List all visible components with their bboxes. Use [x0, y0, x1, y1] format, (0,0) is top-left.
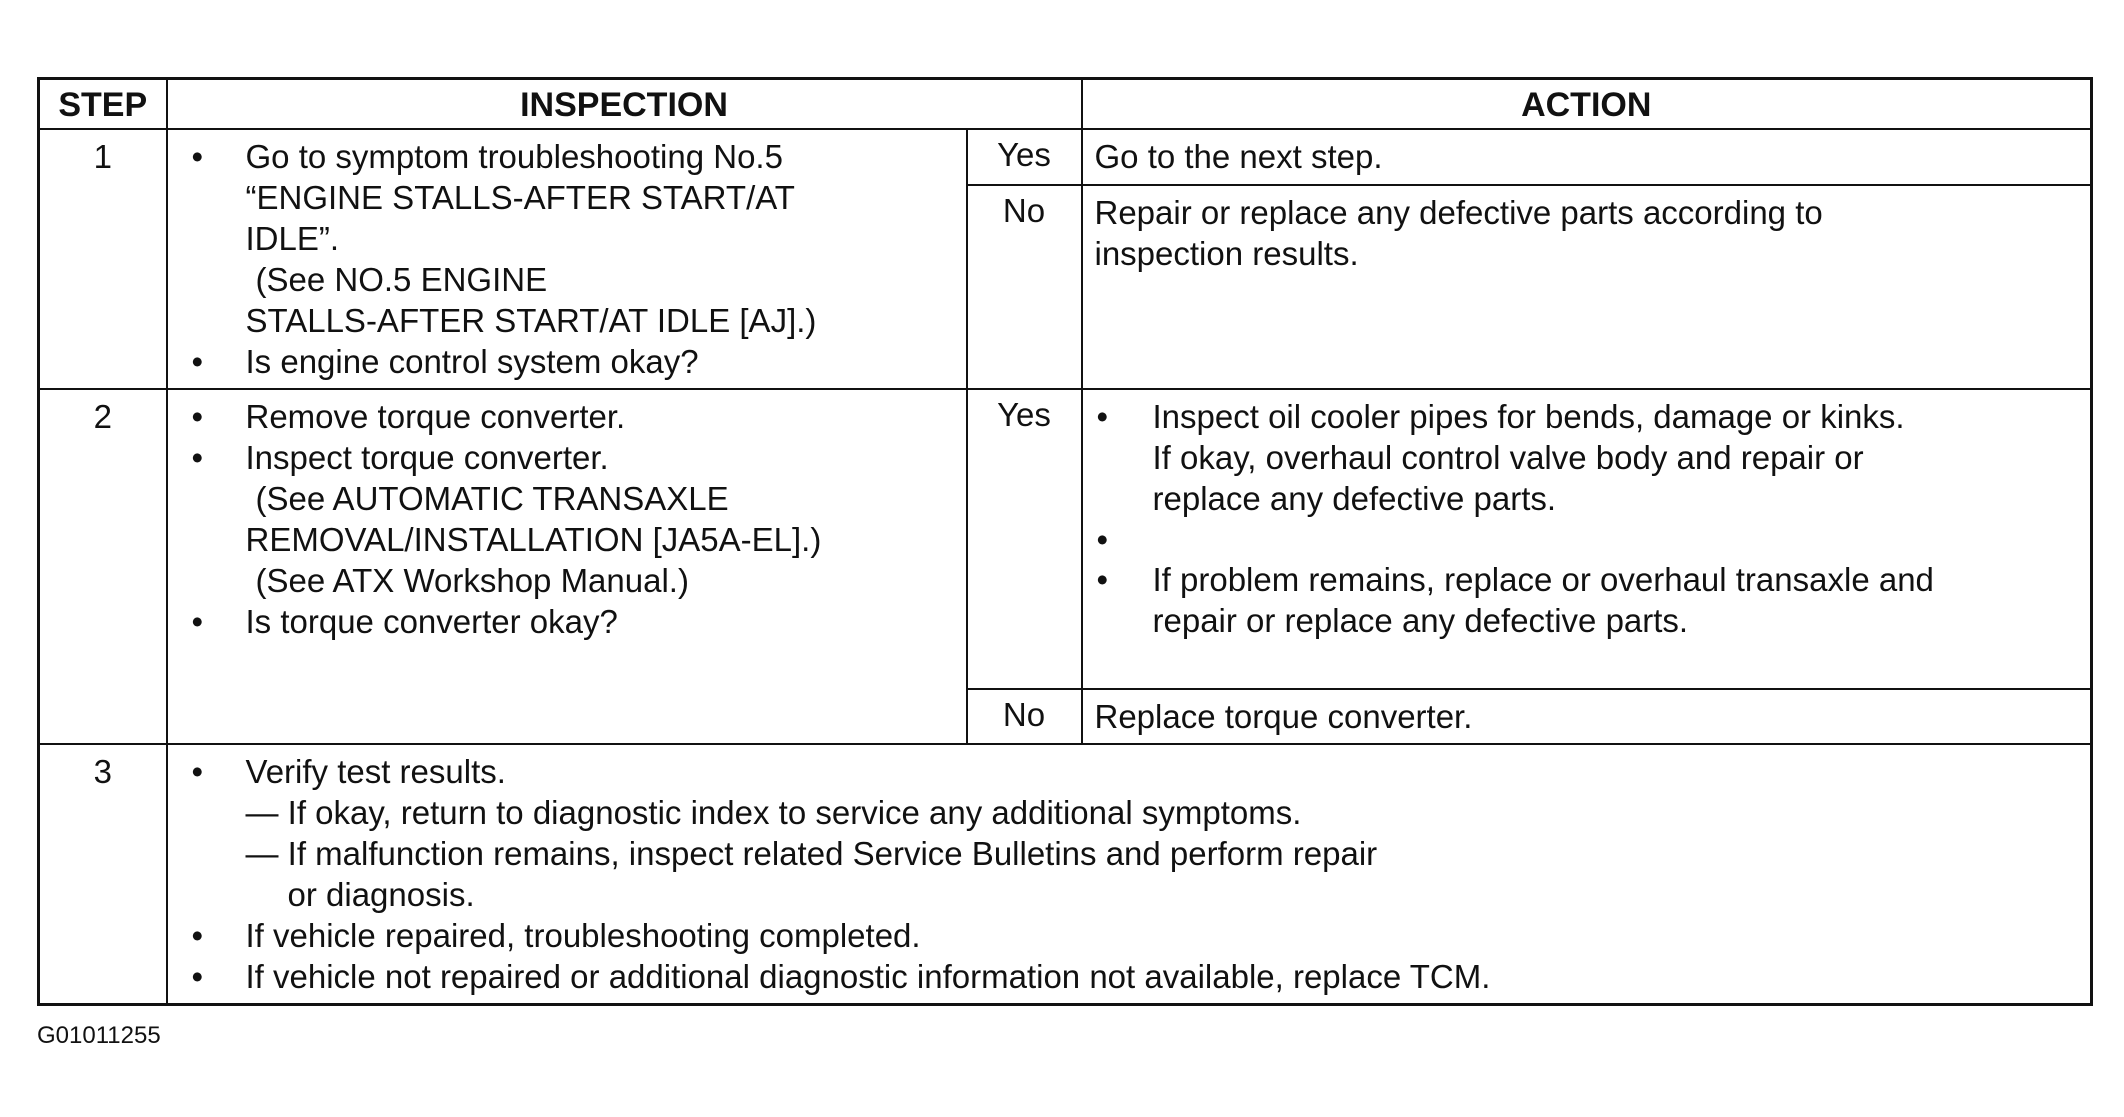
step-3-bullet-1: • Verify test results. — If okay, return to diagnostic index to service any additional symptoms. — If malfunction remains, inspect related Service Bulletins and perform repair or diagnosis.	[190, 751, 2079, 915]
header-action: ACTION	[1082, 79, 2092, 130]
step-2-action-bullet-1: • Inspect oil cooler pipes for bends, damage or kinks. If okay, overhaul control valve body and repair or replace any defective parts.	[1095, 396, 2081, 519]
step-1-bullet-1: • Go to symptom troubleshooting No.5 “ENGINE STALLS-AFTER START/AT IDLE”. (See NO.5 ENGINE STALLS-AFTER START/AT IDLE [AJ].)	[190, 136, 954, 341]
step-1-yes-action: Go to the next step.	[1082, 129, 2092, 185]
spacer	[1095, 519, 2081, 559]
step-3-dash-2: — If malfunction remains, inspect related Service Bulletins and perform repair	[245, 835, 1378, 872]
figure-id: G01011255	[37, 1022, 161, 1049]
step-1-bullet-2: • Is engine control system okay?	[190, 341, 954, 382]
step-3-bullet-3: • If vehicle not repaired or additional diagnostic information not available, replace TCM.	[190, 956, 2079, 997]
step-2-bullet-1: • Remove torque converter.	[190, 396, 954, 437]
step-1-no-label: No	[967, 185, 1082, 389]
step-2-no-label: No	[967, 689, 1082, 744]
step-3-dash-1: — If okay, return to diagnostic index to service any additional symptoms.	[245, 794, 1302, 831]
step-2-yes-row	[39, 389, 2092, 689]
header-step: STEP	[39, 79, 167, 130]
step-2-number: 2	[39, 389, 167, 744]
step-2-action-bullet-2: • If problem remains, replace or overhaul transaxle and repair or replace any defective parts.	[1095, 559, 2081, 641]
step-2-no-action: Replace torque converter.	[1082, 689, 2092, 744]
step-2-yes-label: Yes	[967, 389, 1082, 689]
step-1-inspection	[167, 129, 967, 389]
step-3-number: 3	[39, 744, 167, 1005]
diagnostic-table	[37, 77, 2093, 1006]
step-2-bullet-2: • Inspect torque converter. (See AUTOMATIC TRANSAXLE REMOVAL/INSTALLATION [JA5A-EL].) (See ATX Workshop Manual.)	[190, 437, 954, 601]
step-1-no-action: Repair or replace any defective parts according to inspection results.	[1082, 185, 2092, 389]
step-3-bullet-2: • If vehicle repaired, troubleshooting completed.	[190, 915, 2079, 956]
step-2-bullet-3: • Is torque converter okay?	[190, 601, 954, 642]
header-row	[39, 79, 2092, 130]
step-2-inspection	[167, 389, 967, 744]
header-inspection: INSPECTION	[167, 79, 1082, 130]
step-1-yes-row	[39, 129, 2092, 185]
step-2-yes-action	[1082, 389, 2092, 689]
step-3-row	[39, 744, 2092, 1005]
step-1-yes-label: Yes	[967, 129, 1082, 185]
step-3-inspection	[167, 744, 2092, 1005]
step-1-number: 1	[39, 129, 167, 389]
